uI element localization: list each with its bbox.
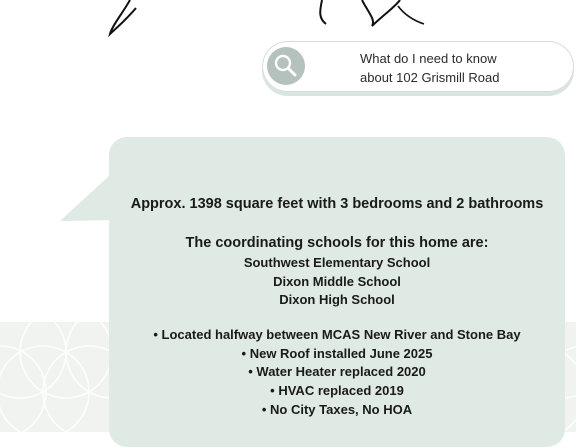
schools-heading: The coordinating schools for this home are: [185, 235, 489, 251]
search-icon[interactable] [267, 47, 305, 85]
home-summary: Approx. 1398 square feet with 3 bedrooms and 2 bathrooms [130, 196, 544, 212]
feature-item: • Located halfway between MCAS New River and Stone Bay [153, 327, 521, 342]
feature-item: • HVAC replaced 2019 [270, 383, 404, 399]
search-bar[interactable] [262, 41, 574, 92]
features-list [109, 326, 565, 420]
school-item: Dixon Middle School [273, 273, 401, 289]
school-item: Southwest Elementary School [243, 255, 431, 270]
feature-item: • New Roof installed June 2025 [241, 345, 433, 361]
search-query[interactable] [360, 49, 570, 87]
search-query-line-2: about 102 Grismill Road [360, 70, 500, 85]
school-item: Dixon High School [279, 292, 395, 307]
feature-item: • No City Taxes, No HOA [261, 401, 413, 417]
search-query-line-1: What do I need to know [360, 51, 497, 66]
schools-list [109, 254, 565, 310]
script-decoration [0, 0, 576, 40]
feature-item: • Water Heater replaced 2020 [248, 364, 426, 380]
